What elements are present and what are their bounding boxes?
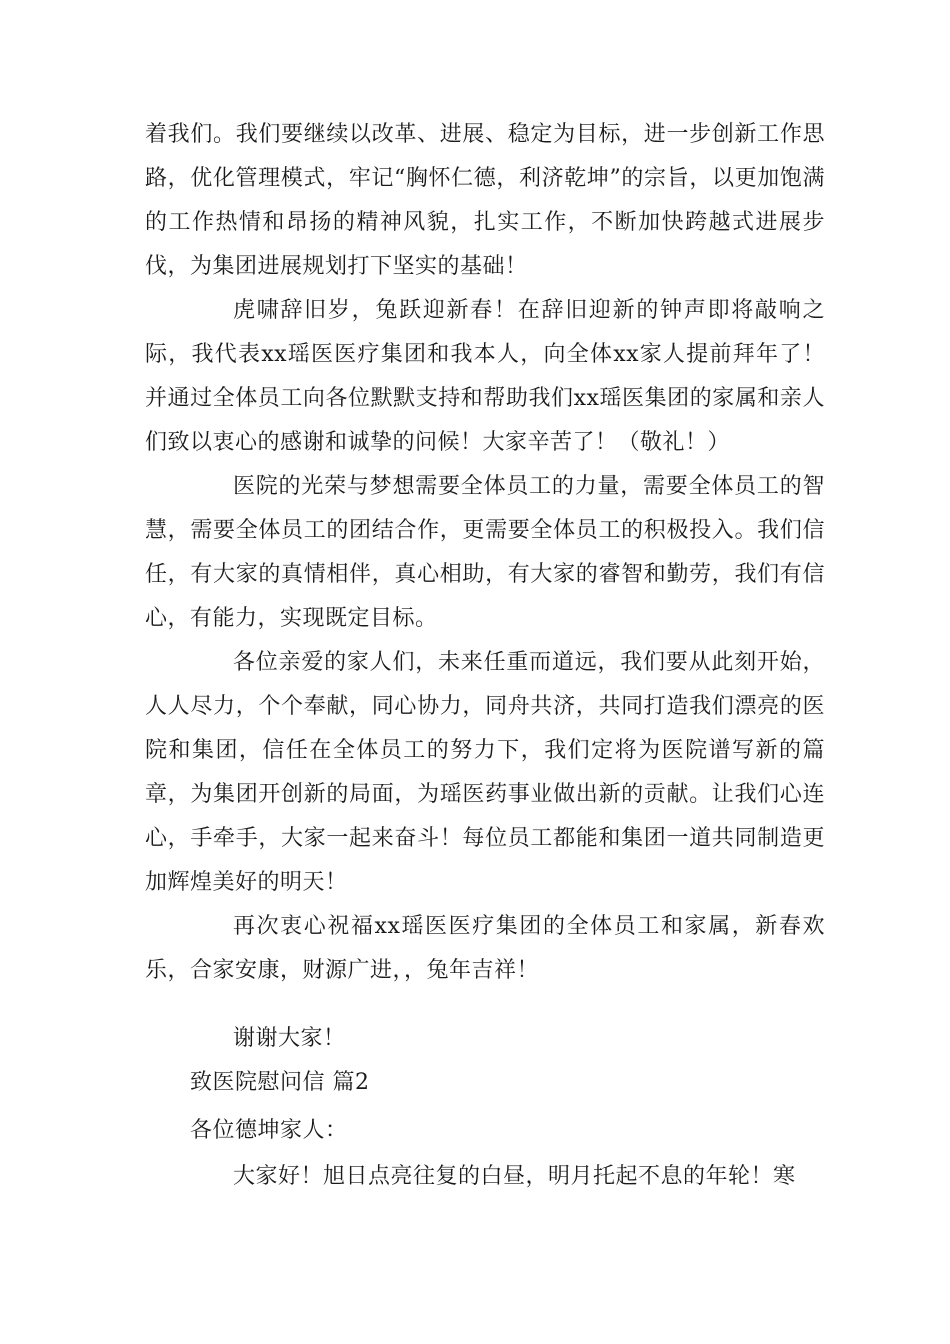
paragraph-5: 再次衷心祝福xx瑶医医疗集团的全体员工和家属，新春欢乐，合家安康，财源广进，，兔年吉祥！ [145, 914, 825, 983]
paragraph-3: 医院的光荣与梦想需要全体员工的力量，需要全体员工的智慧，需要全体员工的团结合作，更需要全体员工的积极投入。我们信任，有大家的真情相伴，真心相助，有大家的睿智和勤劳，我们有信心，有能力，实现既定目标。 [145, 474, 825, 631]
body-text [145, 113, 825, 993]
paragraph-2: 虎啸辞旧岁，兔跃迎新春！在辞旧迎新的钟声即将敲响之际，我代表xx瑶医医疗集团和我本人，向全体xx家人提前拜年了！并通过全体员工向各位默默支持和帮助我们xx瑶医集团的家属和亲人们致以衷心的感谢和诚挚的问候！大家辛苦了！（敬礼！） [145, 298, 825, 455]
paragraph-4: 各位亲爱的家人们，未来任重而道远，我们要从此刻开始，人人尽力，个个奉献，同心协力，同舟共济，共同打造我们漂亮的医院和集团，信任在全体员工的努力下，我们定将为医院谱写新的篇章，为集团开创新的局面，为瑶医药事业做出新的贡献。让我们心连心，手牵手，大家一起来奋斗！每位员工都能和集团一道共同制造更加辉煌美好的明天！ [145, 650, 825, 895]
thanks-line: 谢谢大家！ [233, 1026, 346, 1051]
paragraph-1: 着我们。我们要继续以改革、进展、稳定为目标，进一步创新工作思路，优化管理模式，牢记“胸怀仁德，利济乾坤”的宗旨，以更加饱满的工作热情和昂扬的精神风貌，扎实工作，不断加快跨越式进展步伐，为集团进展规划打下坚实的基础！ [145, 122, 825, 279]
section-title: 致医院慰问信 篇2 [190, 1070, 370, 1095]
opening-line: 大家好！旭日点亮往复的白昼，明月托起不息的年轮！寒 [233, 1164, 796, 1189]
salutation: 各位德坤家人： [190, 1118, 348, 1143]
